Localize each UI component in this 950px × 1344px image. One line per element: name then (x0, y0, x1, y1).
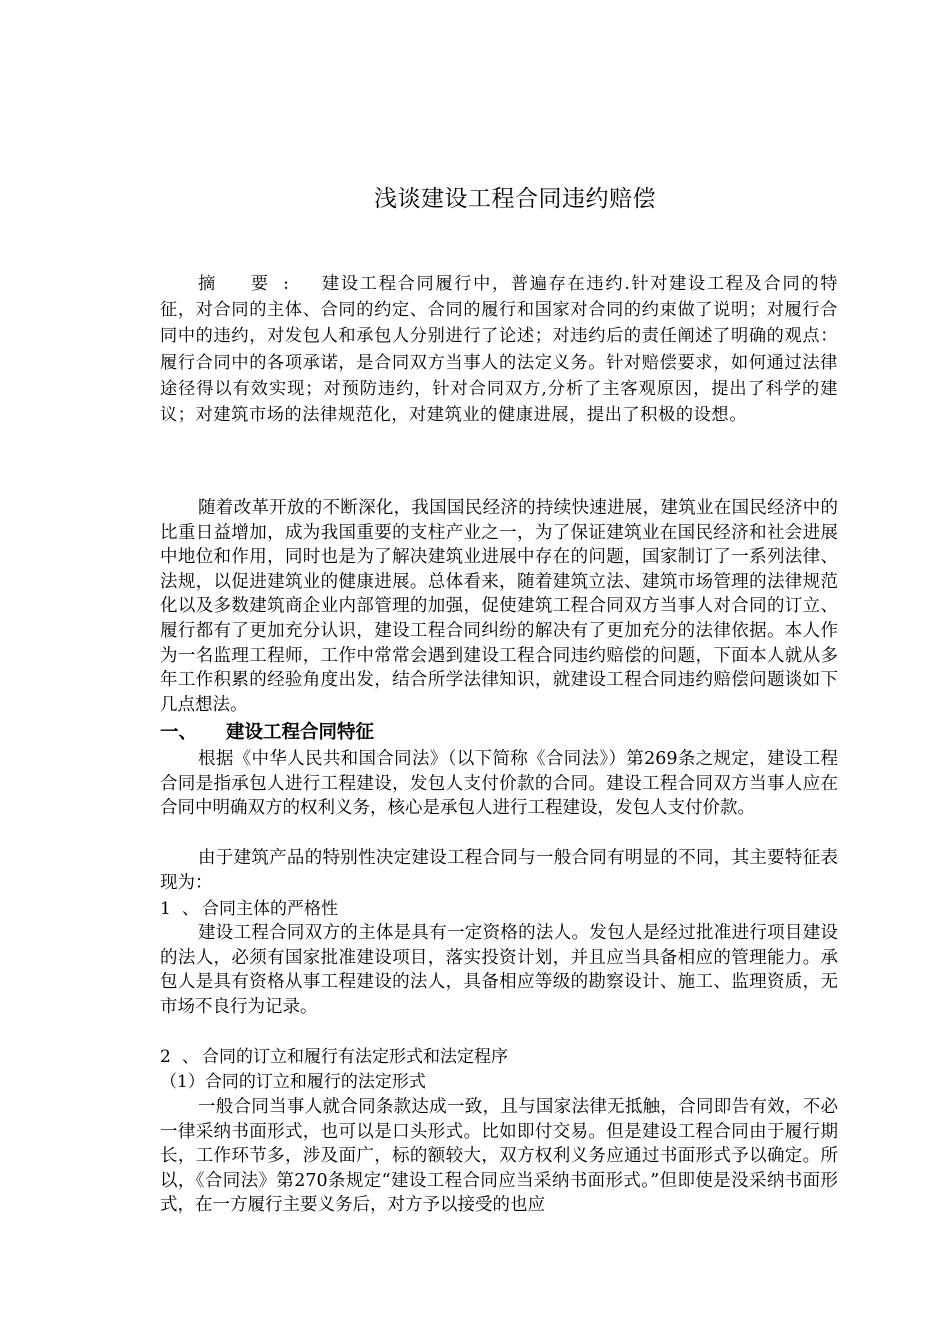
item-2-paragraph: 一般合同当事人就合同条款达成一致，且与国家法律无抵触，合同即告有效，不必一律采纳书面形式，也可以是口头形式。比如即付交易。但是建设工程合同由于履行期长，工作环节多，涉及面广，标的额较大，双方权利义务应通过书面形式予以确定。所以，《合同法》第270条规定“建设工程合同应当采纳书面形式。”但即使是没采纳书面形式，在一方履行主要义务后，对方予以接受的也应 (160, 1097, 838, 1216)
section-paragraph-2-tail: 为： (177, 872, 213, 893)
section-number: 一、 (160, 722, 198, 743)
abstract-paragraph (160, 271, 838, 428)
item-1-title: 合同主体的严格性 (202, 899, 338, 919)
abstract-text: 建设工程合同履行中，普遍存在违约.针对建设工程及合同的特征，对合同的主体、合同的约定、合同的履行和国家对合同的约束做了说明；对履行合同中的违约，对发包人和承包人分别进行了论述；对违约后的责任阐述了明确的观点：履行合同中的各项承诺，是合同双方当事人的法定义务。针对赔偿要求，如何通过法律途径得以有效实现；对预防违约，针对合同双方,分析了主客观原因，提出了科学的建议；对建筑市场的法律规范化，对建筑业的健康进展，提出了积极的设想。 (160, 274, 839, 426)
item-2-heading (160, 1045, 838, 1069)
section-paragraph-2-main: 由于建筑产品的特别性决定建设工程合同与一般合同有明显的不同，其主要特征表现 (160, 848, 838, 893)
document-title: 浅谈建设工程合同违约赔偿 (374, 186, 656, 212)
item-2-separator: 、 (182, 1047, 199, 1067)
section-paragraph-1: 根据《中华人民共和国合同法》（以下简称《合同法》）第269条之规定，建设工程合同是指承包人进行工程建设，发包人支付价款的合同。建设工程合同双方当事人应在合同中明确双方的权利义务，核心是承包人进行工程建设，发包人支付价款。 (160, 749, 838, 819)
item-2-title: 合同的订立和履行有法定形式和法定程序 (202, 1047, 508, 1067)
abstract-label: 摘 要: (198, 274, 303, 294)
item-2-number: 2 (160, 1047, 171, 1067)
item-1-separator: 、 (182, 899, 199, 919)
item-1-number: 1 (160, 899, 171, 919)
section-heading (160, 720, 838, 746)
item-2-subheading: （1）合同的订立和履行的法定形式 (160, 1072, 426, 1092)
section-paragraph-2 (160, 846, 838, 895)
item-1-heading (160, 897, 838, 921)
item-1-paragraph: 建设工程合同双方的主体是具有一定资格的法人。发包人是经过批准进行项目建设的法人，必须有国家批准建设项目，落实投资计划，并且应当具备相应的管理能力。承包人是具有资格从事工程建设的法人，具备相应等级的勘察设计、施工、监理资质，无市场不良行为记录。 (160, 923, 838, 1017)
section-title: 建设工程合同特征 (226, 722, 375, 743)
intro-paragraph: 随着改革开放的不断深化，我国国民经济的持续快速进展，建筑业在国民经济中的比重日益增加，成为我国重要的支柱产业之一，为了保证建筑业在国民经济和社会进展中地位和作用，同时也是为了解决建筑业进展中存在的问题，国家制订了一系列法律、法规，以促进建筑业的健康进展。总体看来，随着建筑立法、建筑市场管理的法律规范化以及多数建筑商企业内部管理的加强，促使建筑工程合同双方当事人对合同的订立、履行都有了更加充分认识，建设工程合同纠纷的解决有了更加充分的法律依据。本人作为一名监理工程师，工作中常常会遇到建设工程合同违约赔偿的问题，下面本人就从多年工作积累的经验角度出发，结合所学法律知识，就建设工程合同违约赔偿问题谈如下几点想法。 (160, 498, 838, 715)
